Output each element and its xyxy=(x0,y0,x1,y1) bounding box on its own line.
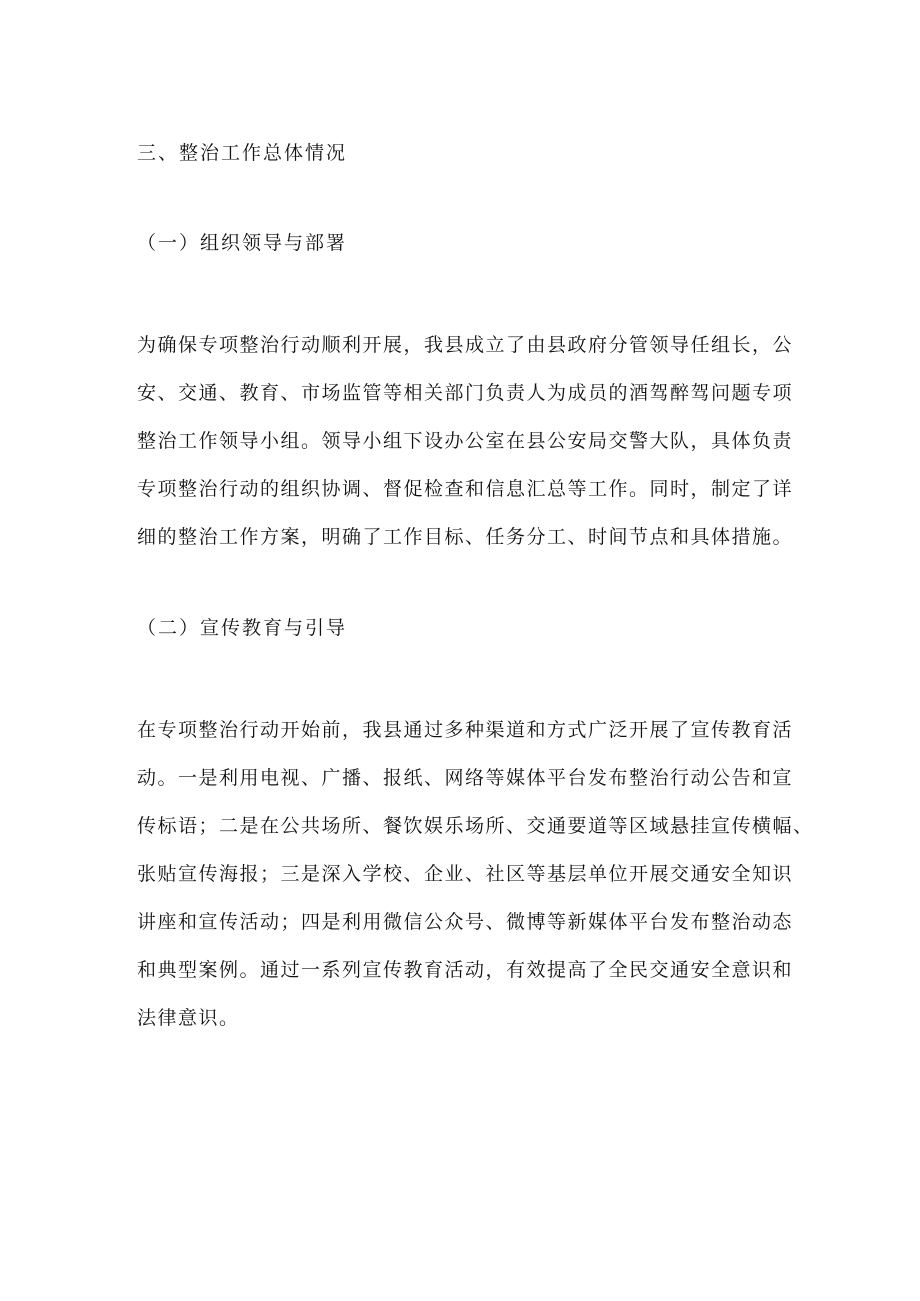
paragraph-line: 传标语；二是在公共场所、餐饮娱乐场所、交通要道等区域悬挂宣传横幅、 xyxy=(137,815,814,837)
paragraph-line: 安、交通、教育、市场监管等相关部门负责人为成员的酒驾醉驾问题专项 xyxy=(137,382,794,404)
subsection-1-title: （一）组织领导与部署 xyxy=(137,232,348,254)
paragraph-line: 在专项整治行动开始前，我县通过多种渠道和方式广泛开展了宣传教育活 xyxy=(137,719,794,741)
paragraph-line: 整治工作领导小组。领导小组下设办公室在县公安局交警大队，具体负责 xyxy=(137,430,794,452)
subsection-2-paragraph xyxy=(137,706,814,1042)
paragraph-line: 为确保专项整治行动顺利开展，我县成立了由县政府分管领导任组长，公 xyxy=(137,334,794,356)
paragraph-line: 讲座和宣传活动；四是利用微信公众号、微博等新媒体平台发布整治动态 xyxy=(137,911,794,933)
paragraph-line: 细的整治工作方案，明确了工作目标、任务分工、时间节点和具体措施。 xyxy=(137,526,794,548)
paragraph-line: 专项整治行动的组织协调、督促检查和信息汇总等工作。同时，制定了详 xyxy=(137,478,794,500)
subsection-1-paragraph xyxy=(137,321,794,561)
paragraph-line: 和典型案例。通过一系列宣传教育活动，有效提高了全民交通安全意识和 xyxy=(137,959,794,981)
paragraph-line: 张贴宣传海报；三是深入学校、企业、社区等基层单位开展交通安全知识 xyxy=(137,863,794,885)
paragraph-line: 动。一是利用电视、广播、报纸、网络等媒体平台发布整治行动公告和宣 xyxy=(137,767,794,789)
section-title: 三、整治工作总体情况 xyxy=(137,142,348,164)
subsection-2-title: （二）宣传教育与引导 xyxy=(137,617,348,639)
paragraph-line: 法律意识。 xyxy=(137,1007,240,1029)
